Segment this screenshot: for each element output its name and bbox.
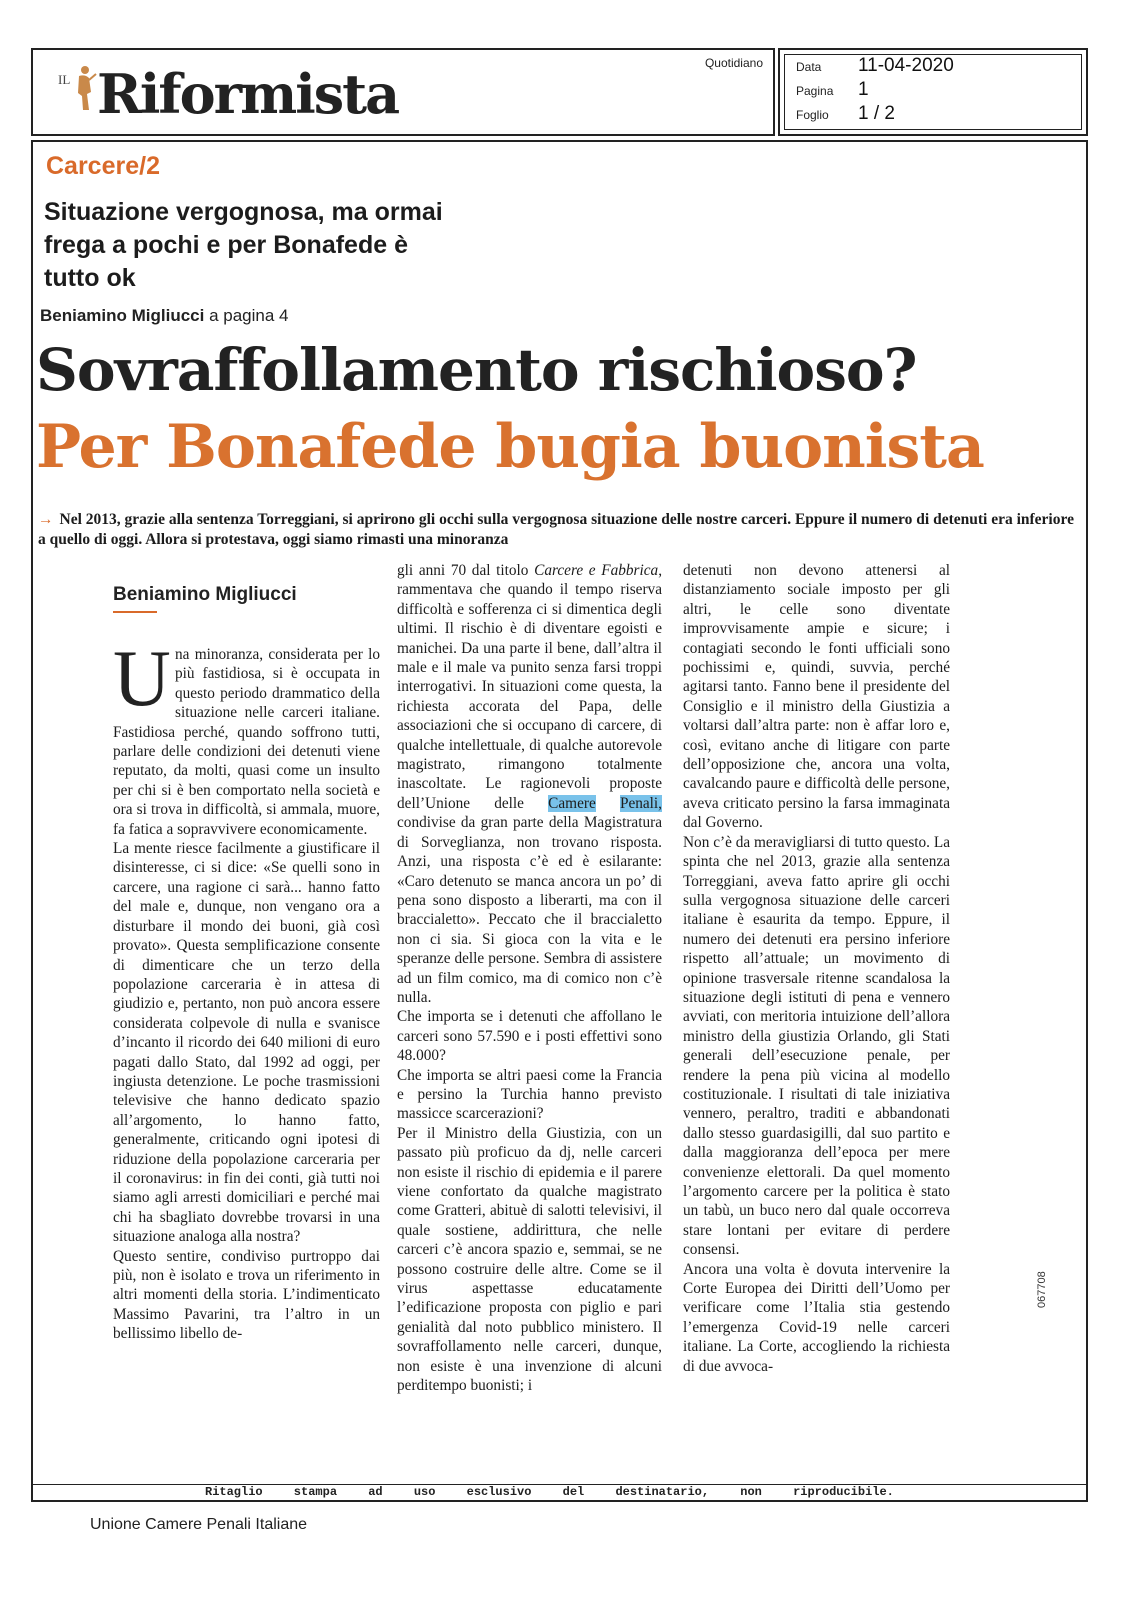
paragraph: Questo sentire, condiviso purtroppo dai più, non è isolato e trova un riferimento in altri momenti della storia. L’indimenticato Massimo Pavarini, tra l’altro in un bellissimo libello de- [113, 1247, 380, 1343]
arrow-right-icon: → [38, 511, 54, 528]
logo: Riformista [97, 62, 399, 126]
teaser-title: Situazione vergognosa, ma ormai frega a pochi e per Bonafede è tutto ok [44, 198, 443, 292]
logo-figure-icon [69, 62, 99, 114]
paragraph: Che importa se i detenuti che affollano le carceri sono 57.590 e i posti effettivi sono 48.000? [397, 1008, 662, 1065]
headline-line-1: Sovraffollamento rischioso? [36, 336, 917, 404]
masthead [31, 48, 775, 136]
paragraph: Ancora una volta è dovuta intervenire la Corte Europea dei Diritti dell’Uomo per verificare come l’Italia stia gestendo l’emergenza Covid-19 nelle carceri italiane. La Corte, accogliendo la richiesta di due avvoca- [683, 1260, 950, 1375]
paragraph: Che importa se altri paesi come la Francia e persino la Turchia hanno previsto massicce scarcerazioni? [397, 1066, 662, 1123]
byline: Beniamino Migliucci [113, 584, 297, 605]
paragraph: Non c’è da meravigliarsi di tutto questo. La spinta che nel 2013, grazie alla sentenza Torreggiani, aveva fatto aprire gli occhi sulla vergognosa situazione delle carceri italiane è esaurita da tempo. Eppure, il numero dei detenuti era persino inferiore rispetto all’attuale; un movimento di opinione trasversale ritenne scandalosa la situazione degli istituti di pena e vennero avviati, con meritoria intuizione dell’allora ministro della giustizia Orlando, gli Stati generali dell’esecuzione penale, per rendere la pena più vicina al modello costituzionale. I risultati di tale iniziativa vennero, peraltro, traditi e abbandonati dallo stesso guardasigilli, dal suo partito e dalla maggioranza dell’epoca per mere convenienze elettorali. Da quel momento l’argomento carcere per la politica è stato un tabù, un buco nero dal quale occorreva stare lontani per evitare di perdere consensi. [683, 833, 950, 1259]
logo-prefix: IL [58, 72, 71, 87]
meta-sheet: Foglio 1 / 2 [796, 103, 895, 124]
paragraph: gli anni 70 dal titolo Carcere e Fabbrica, rammentava che quando il tempo riserva difficoltà e sofferenza ci si dimentica degli ultimi. Il rischio è di diventare egoisti e manichei. Da una parte il bene, dall’altra il male e il male va punito senza farsi troppi interrogativi. In situazioni come questa, la richiesta accorata del Papa, delle associazioni che si occupano di carcere, di qualche intellettuale, di qualche autorevole magistrato, rimangono totalmente inascoltate. Le ragionevoli proposte dell’Unione delle Camere Penali, condivise da gran parte della Magistratura di Sorveglianza, non trovano risposta. Anzi, una risposta c’è ed è esilarante: «Caro detenuto se manca ancora un po’ di pena sono disposto a liberarti, ma con il braccialetto». Peccato che il braccialetto non ci sia. Si gioca con la vita e le speranze delle persone. Sembra di assistere ad un film comico, ma di comico non c’è nulla. [397, 562, 663, 1006]
book-title: Carcere e Fabbrica [534, 562, 659, 579]
teaser-author: Beniamino Migliucci [40, 306, 205, 325]
byline-rule [113, 611, 157, 613]
teaser-page-ref: a pagina 4 [209, 306, 289, 325]
meta-date: Data 11-04-2020 [796, 55, 954, 76]
headline-line-2: Per Bonafede bugia buonista [36, 412, 984, 482]
paragraph: na minoranza, considerata per lo più fastidiosa, si è occupata in questo periodo drammatico della situazione nelle carceri italiane. Fastidiosa perché, quando soffrono tutti, parlare delle condizioni dei detenuti viene reputato, da molti, quasi come un insulto per chi si è ben comportato nella società e ora si trova in difficoltà, si ammala, muore, fa fatica a sopravvivere economicamente. [113, 646, 380, 838]
source-caption: Unione Camere Penali Italiane [90, 1516, 308, 1533]
article-column-2 [397, 561, 662, 1395]
drop-cap: U [113, 635, 171, 723]
article-column-1 [113, 635, 380, 1344]
highlight[interactable]: Camere [548, 794, 596, 812]
meta-page: Pagina 1 [796, 79, 869, 100]
footer-notice: Ritaglio stampa ad uso esclusivo del destinatario, non riproducibile. [205, 1485, 894, 1499]
summary-text: Nel 2013, grazie alla sentenza Torreggiani, si aprirono gli occhi sulla vergognosa situazione delle nostre carceri. Eppure il numero di detenuti era inferiore a quello di oggi. Allora si protestava, oggi siamo rimasti una minoranza [38, 511, 1074, 548]
meta-box [778, 48, 1088, 136]
paragraph: detenuti non devono attenersi al distanziamento sociale imposto per gli altri, le celle sono diventate improvvisamente ampie e sicure; i contagiati secondo le fonti ufficiali sono pochissimi e, quindi, suvvia, perché agitarsi tanto. Fanno bene il presidente del Consiglio e il ministro della Giustizia a voltarsi dall’altra parte: non è affar loro e, così, evitano anche di litigare con parte dell’opposizione che, ancora una volta, cavalcando paure e difficoltà delle persone, aveva criticato persino la farsa immaginata dal Governo. [683, 562, 950, 832]
article-column-3 [683, 561, 950, 1376]
teaser-reference [40, 306, 289, 326]
highlight[interactable]: Penali, [619, 794, 662, 812]
publication-type: Quotidiano [704, 56, 763, 70]
paragraph: La mente riesce facilmente a giustificare il disinteresse, ci si dice: «Se quelli sono in carcere, una ragione ci sarà... hanno fatto del male e, dunque, non vengano ora a disturbare il mondo dei buoni, già così provato». Questa semplificazione consente di dimenticare che un terzo della popolazione carceraria è in attesa di giudizio e, pertanto, non può ancora essere considerata colpevole di nulla e svanisce d’incanto il ricordo dei 640 milioni di euro pagati dallo Stato, dal 1992 ad oggi, per ingiusta detenzione. Le poche trasmissioni televisive che hanno dedicato spazio all’argomento, lo hanno fatto, generalmente, criticando ogni ipotesi di riduzione della popolazione carceraria per il coronavirus: in fin dei conti, già tutti noi siamo agli arresti domiciliari e perché mai chi ha sbagliato dovrebbe trovarsi in una situazione analoga alla nostra? [113, 840, 380, 1246]
side-code: 067708 [1036, 1271, 1048, 1308]
summary [38, 510, 1078, 550]
paragraph: Per il Ministro della Giustizia, con un passato più proficuo da dj, nelle carceri non esiste il rischio di epidemia e il parere viene confortato da qualche magistrato come Gratteri, abituè di salotti televisivi, il quale sostiene, addirittura, che nelle carceri c’è ancora spazio e, semmai, se ne possono costruire delle altre. Come se il virus aspettasse educatamente l’edificazione proposta con piglio e pari genialità dal noto pubblico ministero. Il sovraffollamento nelle carceri, dunque, non esiste è una invenzione di alcuni perditempo buonisti; i [397, 1124, 662, 1395]
teaser-kicker: Carcere/2 [46, 152, 160, 180]
